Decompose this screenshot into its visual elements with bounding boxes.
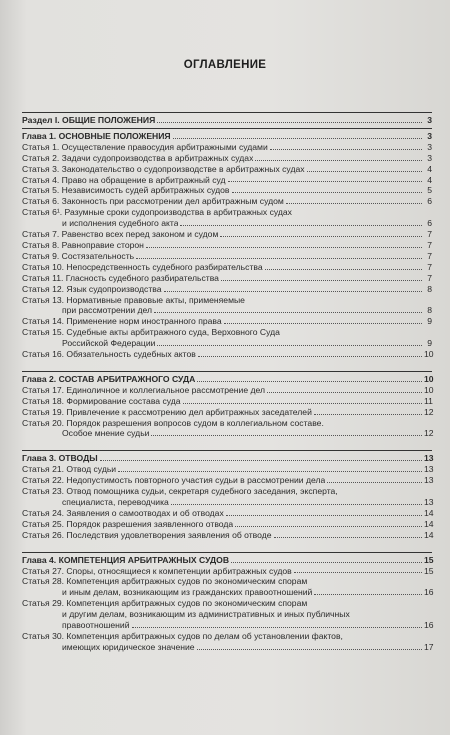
toc-entry — [22, 530, 432, 541]
toc-entry-continuation: Российской Федерации — [62, 338, 156, 349]
toc-entry-continuation: и другим делам, возникающим из административных и иных публичных — [62, 609, 350, 620]
toc-entry — [22, 486, 432, 508]
leader-dots — [157, 345, 422, 346]
leader-dots — [164, 291, 422, 292]
toc-page-number: 14 — [424, 518, 434, 529]
toc-entry — [22, 385, 432, 396]
toc-entry — [22, 576, 432, 598]
toc-entry — [22, 153, 432, 164]
leader-dots — [171, 504, 422, 505]
toc-entry-title: Статья 15. Судебные акты арбитражного суда, Верховного Суда — [22, 327, 280, 338]
toc-entry — [22, 598, 432, 631]
toc-entry-title: Статья 29. Компетенция арбитражных судов по экономическим спорам — [22, 598, 308, 609]
toc-page-number: 3 — [427, 130, 432, 141]
leader-dots — [267, 392, 422, 393]
toc-heading — [22, 555, 432, 566]
toc-heading — [22, 453, 432, 464]
toc-entry-title: Статья 1. Осуществление правосудия арбитражными судами — [22, 141, 268, 152]
toc-rule — [22, 371, 432, 372]
toc-rule — [22, 450, 432, 451]
toc-page-number: 17 — [424, 641, 434, 652]
toc-page-number: 13 — [424, 464, 434, 475]
leader-dots — [314, 414, 422, 415]
leader-dots — [274, 537, 422, 538]
toc-entry-title: Статья 25. Порядок разрешения заявленного отвода — [22, 518, 234, 529]
toc-page-number: 11 — [424, 395, 433, 406]
leader-dots — [226, 515, 422, 516]
leader-dots — [235, 526, 422, 527]
leader-dots — [255, 160, 422, 161]
toc-entry-title: Статья 27. Споры, относящиеся к компетенции арбитражных судов — [22, 565, 292, 576]
page-title: ОГЛАВЛЕНИЕ — [183, 59, 267, 71]
toc-page-number: 16 — [424, 620, 434, 631]
toc-entry-title: Статья 24. Заявления о самоотводах и об отводах — [22, 507, 224, 518]
toc-entry-title: Статья 10. Непосредственность судебного разбирательства — [22, 261, 263, 272]
toc-spacer — [22, 541, 432, 550]
toc-spacer — [22, 360, 432, 369]
toc-entry-title: Статья 19. Привлечение к рассмотрению дел арбитражных заседателей — [22, 406, 312, 417]
toc-entry-title: Статья 14. Применение норм иностранного права — [22, 316, 222, 327]
leader-dots — [286, 203, 422, 204]
toc-rule — [22, 112, 432, 113]
toc-page-number: 15 — [424, 565, 434, 576]
toc-entry-continuation: и иным делам, возникающим из гражданских правоотношений — [62, 587, 313, 598]
toc-entry — [22, 418, 432, 440]
toc-page-number: 7 — [427, 272, 432, 283]
toc-entry-title: Статья 23. Отвод помощника судьи, секретаря судебного заседания, эксперта, — [22, 486, 338, 497]
toc-entry-continuation: Особое мнение судьи — [62, 428, 150, 439]
toc-rule — [22, 552, 432, 553]
toc-entry-title: Статья 18. Формирование состава суда — [22, 395, 181, 406]
leader-dots — [224, 323, 422, 324]
toc-rule — [22, 128, 432, 129]
leader-dots — [307, 171, 422, 172]
toc-entry-title: Статья 16. Обязательность судебных актов — [22, 349, 196, 360]
toc-page-number: 3 — [427, 141, 432, 152]
toc-page-number: 7 — [427, 229, 432, 240]
toc-page-number: 10 — [424, 373, 434, 384]
toc-page-number: 9 — [427, 338, 432, 349]
toc-page-number: 6 — [427, 196, 432, 207]
toc-entry — [22, 407, 432, 418]
toc-page-number: 8 — [427, 305, 432, 316]
leader-dots — [157, 122, 422, 123]
toc-entry-title: Раздел I. ОБЩИЕ ПОЛОЖЕНИЯ — [22, 115, 156, 125]
toc-entry-title: Статья 8. Равноправие сторон — [22, 239, 144, 250]
toc-entry-title: Статья 28. Компетенция арбитражных судов по экономическим спорам — [22, 576, 308, 587]
toc-entry-title: Статья 2. Задачи судопроизводства в арбитражных судах — [22, 152, 254, 163]
leader-dots — [132, 627, 422, 628]
toc-entry-title: Статья 6. Законность при рассмотрении дел арбитражным судом — [22, 196, 284, 207]
toc-heading — [22, 374, 432, 385]
toc-entry-title: Статья 21. Отвод судьи — [22, 464, 117, 475]
toc-entry-title: Статья 7. Равенство всех перед законом и судом — [22, 229, 219, 240]
toc-entry-title: Глава 3. ОТВОДЫ — [22, 453, 98, 464]
leader-dots — [265, 269, 422, 270]
toc-entry — [22, 273, 432, 284]
toc-page-number: 9 — [427, 316, 432, 327]
leader-dots — [183, 403, 422, 404]
toc-entry-title: Статья 22. Недопустимость повторного участия судьи в рассмотрении дела — [22, 475, 326, 486]
toc-entry — [22, 396, 432, 407]
toc-entry-continuation: специалиста, переводчика — [62, 497, 169, 507]
toc-entry-title: Статья 12. Язык судопроизводства — [22, 283, 162, 294]
toc-page-number: 7 — [427, 239, 432, 250]
leader-dots — [314, 594, 422, 595]
toc-page-number: 3 — [427, 115, 432, 125]
toc-entry-title: Статья 3. Законодательство о судопроизводстве в арбитражных судах — [22, 163, 305, 174]
toc-entry — [22, 566, 432, 577]
toc-entry-continuation: имеющих юридическое значение — [62, 641, 195, 652]
toc-page-number: 6 — [427, 218, 432, 229]
toc-entry-continuation: правоотношений — [62, 620, 130, 631]
toc-heading — [22, 131, 432, 142]
toc-entry — [22, 349, 432, 360]
leader-dots — [197, 649, 422, 650]
toc-entry-title: Статья 4. Право на обращение в арбитражный суд — [22, 174, 226, 185]
toc-entry — [22, 295, 432, 317]
toc-entry — [22, 316, 432, 327]
toc-entry — [22, 185, 432, 196]
toc-page-number: 8 — [427, 283, 432, 294]
toc-spacer — [22, 439, 432, 448]
toc-page-number: 13 — [424, 475, 434, 486]
toc-entry — [22, 251, 432, 262]
leader-dots — [231, 562, 422, 563]
toc-entry — [22, 327, 432, 349]
table-of-contents — [22, 110, 432, 653]
leader-dots — [118, 471, 422, 472]
leader-dots — [221, 280, 422, 281]
toc-entry-title: Глава 1. ОСНОВНЫЕ ПОЛОЖЕНИЯ — [22, 130, 171, 141]
toc-entry-title: Статья 5. Независимость судей арбитражных судов — [22, 185, 230, 196]
toc-page-number: 16 — [424, 587, 434, 598]
leader-dots — [327, 482, 422, 483]
toc-entry-title: Статья 11. Гласность судебного разбирательства — [22, 272, 219, 283]
toc-entry-title: Статья 26. Последствия удовлетворения заявления об отводе — [22, 529, 272, 540]
leader-dots — [294, 572, 422, 573]
leader-dots — [136, 258, 422, 259]
toc-page-number: 3 — [427, 152, 432, 163]
leader-dots — [232, 192, 423, 193]
toc-page-number: 7 — [427, 261, 432, 272]
toc-entry — [22, 631, 432, 653]
leader-dots — [197, 381, 422, 382]
leader-dots — [220, 236, 422, 237]
toc-entry — [22, 262, 432, 273]
toc-entry — [22, 196, 432, 207]
toc-entry — [22, 240, 432, 251]
toc-page-number: 10 — [424, 384, 434, 395]
leader-dots — [180, 225, 422, 226]
toc-entry-title: Статья 17. Единоличное и коллегиальное рассмотрение дел — [22, 384, 266, 395]
leader-dots — [228, 181, 422, 182]
toc-page-number: 15 — [424, 554, 434, 565]
toc-entry-continuation: при рассмотрении дел — [62, 305, 153, 316]
toc-entry — [22, 464, 432, 475]
toc-entry-title: Статья 6¹. Разумные сроки судопроизводства в арбитражных судах — [22, 207, 292, 218]
toc-entry-title: Статья 13. Нормативные правовые акты, применяемые — [22, 294, 245, 305]
toc-entry — [22, 175, 432, 186]
toc-page-number: 5 — [427, 185, 432, 196]
toc-entry — [22, 142, 432, 153]
toc-page-number: 12 — [424, 428, 434, 439]
toc-entry-title: Статья 30. Компетенция арбитражных судов по делам об установлении фактов, — [22, 630, 343, 641]
toc-page-number: 13 — [424, 497, 434, 507]
toc-entry — [22, 229, 432, 240]
toc-entry-continuation: и исполнения судебного акта — [62, 218, 179, 229]
leader-dots — [198, 356, 422, 357]
toc-page-number: 13 — [424, 453, 434, 464]
toc-page-number: 14 — [424, 507, 434, 518]
toc-entry — [22, 519, 432, 530]
toc-heading — [22, 115, 432, 126]
toc-entry — [22, 475, 432, 486]
leader-dots — [100, 460, 422, 461]
toc-page-number: 14 — [424, 529, 434, 540]
toc-entry-title: Статья 20. Порядок разрешения вопросов судом в коллегиальном составе. — [22, 417, 324, 428]
leader-dots — [173, 138, 422, 139]
toc-entry-title: Глава 4. КОМПЕТЕНЦИЯ АРБИТРАЖНЫХ СУДОВ — [22, 554, 230, 565]
leader-dots — [270, 149, 422, 150]
leader-dots — [154, 312, 422, 313]
toc-entry — [22, 164, 432, 175]
toc-page-number: 4 — [427, 174, 432, 185]
toc-entry — [22, 284, 432, 295]
toc-page-number: 12 — [424, 406, 434, 417]
toc-entry — [22, 508, 432, 519]
toc-entry-title: Статья 9. Состязательность — [22, 250, 135, 261]
toc-entry-title: Глава 2. СОСТАВ АРБИТРАЖНОГО СУДА — [22, 373, 196, 384]
leader-dots — [151, 435, 422, 436]
toc-page-number: 4 — [427, 163, 432, 174]
toc-page-number: 10 — [424, 349, 434, 360]
toc-entry — [22, 207, 432, 229]
toc-page-number: 7 — [427, 250, 432, 261]
leader-dots — [146, 247, 422, 248]
